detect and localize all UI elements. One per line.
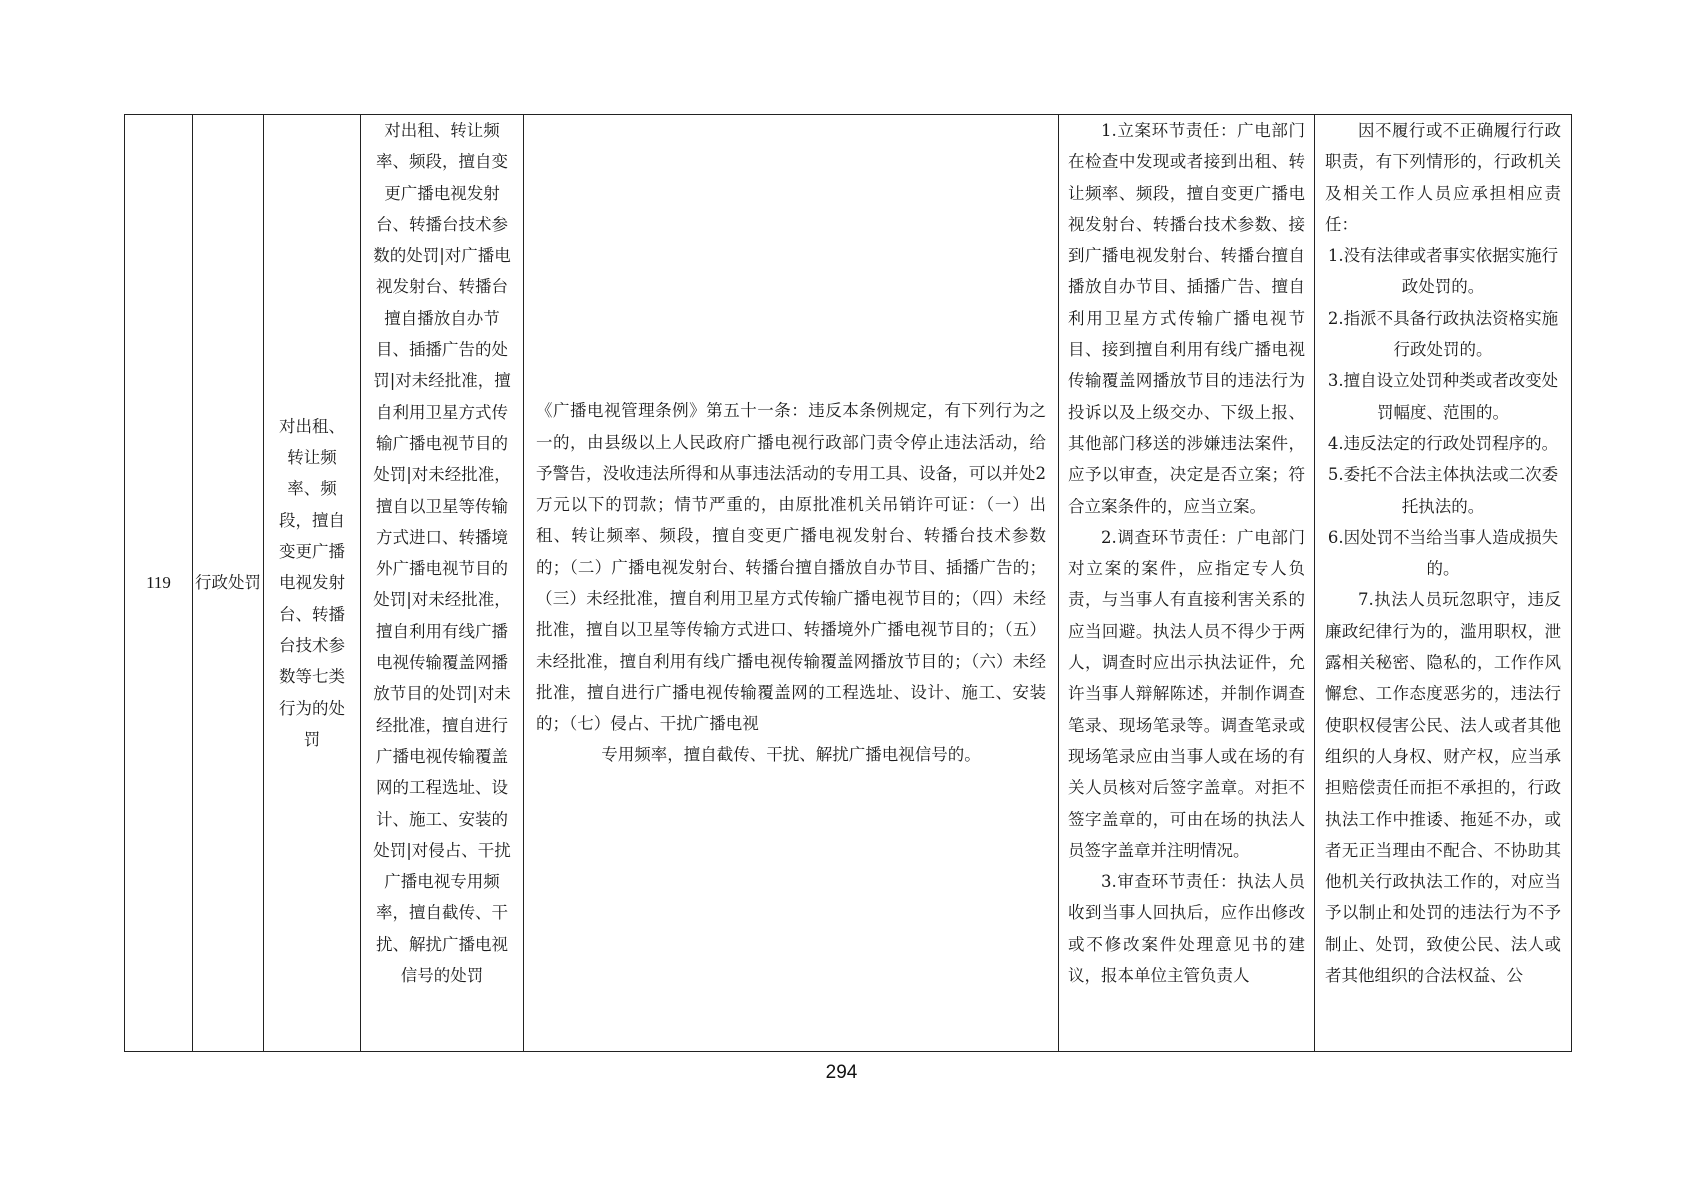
responsibility-item: 3.审查环节责任：执法人员收到当事人回执后，应作出修改或不修改案件处理意见书的建议，报本单位主管负责人	[1068, 872, 1305, 986]
document-table	[124, 114, 1572, 1052]
legal-basis-text: 《广播电视管理条例》第五十一条：违反本条例规定，有下列行为之一的，由县级以上人民政府广播电视行政部门责令停止违法活动，给予警告，没收违法所得和从事违法活动的专用工具、设备，可以并处2万元以下的罚款；情节严重的，由原批准机关吊销许可证：（一）出租、转让频率、频段，擅自变更广播电视发射台、转播台技术参数的；（二）广播电视发射台、转播台擅自播放自办节目、插播广告的；（三）未经批准，擅自利用卫星方式传输广播电视节目的；（四）未经批准，擅自以卫星等传输方式进口、转播境外广播电视节目的；（五）未经批准，擅自利用有线广播电视传输覆盖网播放节目的；（六）未经批准，擅自进行广播电视传输覆盖网的工程选址、设计、施工、安装的；（七）侵占、干扰广播电视	[536, 401, 1046, 734]
legal-basis-tail: 专用频率，擅自截传、干扰、解扰广播电视信号的。	[601, 745, 981, 765]
accountability-item: 7.执法人员玩忽职守，违反廉政纪律行为的，滥用职权，泄露相关秘密、隐私的，工作作风懈怠、工作态度恶劣的，违法行使职权侵害公民、法人或者其他组织的人身权、财产权，应当承担赔偿责任而拒不承担的，行政执法工作中推诿、拖延不办，或者无正当理由不配合、不协助其他机关行政执法工作的，对应当予以制止和处罚的违法行为不予制止、处罚，致使公民、法人或者其他组织的合法权益、公	[1325, 590, 1561, 986]
sub-items-cell: 对出租、转让频率、频段，擅自变更广播电视发射台、转播台技术参数的处罚|对广播电视发射台、转播台擅自播放自办节目、插播广告的处罚|对未经批准，擅自利用卫星方式传输广播电视节目的处罚|对未经批准，擅自以卫星等传输方式进口、转播境外广播电视节目的处罚|对未经批准，擅自利用有线广播电视传输覆盖网播放节目的处罚|对未经批准，擅自进行广播电视传输覆盖网的工程选址、设计、施工、安装的处罚|对侵占、干扰广播电视专用频率，擅自截传、干扰、解扰广播电视信号的处罚	[361, 115, 524, 1052]
item-name-cell: 对出租、转让频率、频段，擅自变更广播电视发射台、转播台技术参数等七类行为的处罚	[264, 115, 361, 1052]
accountability-item: 5.委托不合法主体执法或二次委托执法的。	[1327, 465, 1559, 516]
accountability-item: 3.擅自设立处罚种类或者改变处罚幅度、范围的。	[1327, 371, 1559, 422]
responsibility-item: 2.调查环节责任：广电部门对立案的案件，应指定专人负责，与当事人有直接利害关系的应当回避。执法人员不得少于两人，调查时应出示执法证件，允许当事人辩解陈述，并制作调查笔录、现场笔录等。调查笔录或现场笔录应由当事人或在场的有关人员核对后签字盖章。对拒不签字盖章的，可由在场的执法人员签字盖章并注明情况。	[1068, 527, 1305, 860]
accountability-intro: 因不履行或不正确履行行政职责，有下列情形的，行政机关及相关工作人员应承担相应责任：	[1325, 121, 1561, 234]
table-row	[125, 115, 1572, 1052]
accountability-item: 2.指派不具备行政执法资格实施行政处罚的。	[1327, 308, 1559, 360]
legal-basis-cell	[524, 115, 1059, 1052]
item-number-cell: 119	[125, 115, 193, 1052]
accountability-item: 4.违反法定的行政处罚程序的。	[1327, 433, 1559, 453]
responsibility-cell	[1059, 115, 1315, 1052]
accountability-item: 1.没有法律或者事实依据实施行政处罚的。	[1327, 246, 1559, 297]
page-number: 294	[825, 1062, 858, 1083]
accountability-item: 6.因处罚不当给当事人造成损失的。	[1327, 527, 1559, 579]
category-cell: 行政处罚	[193, 115, 264, 1052]
accountability-cell	[1315, 115, 1572, 1052]
responsibility-item: 1.立案环节责任：广电部门在检查中发现或者接到出租、转让频率、频段，擅自变更广播电视发射台、转播台技术参数、接到广播电视发射台、转播台擅自播放自办节目、插播广告、擅自利用卫星方式传输广播电视节目、接到擅自利用有线广播电视传输覆盖网播放节目的违法行为投诉以及上级交办、下级上报、其他部门移送的涉嫌违法案件，应予以审查，决定是否立案；符合立案条件的，应当立案。	[1068, 121, 1305, 516]
